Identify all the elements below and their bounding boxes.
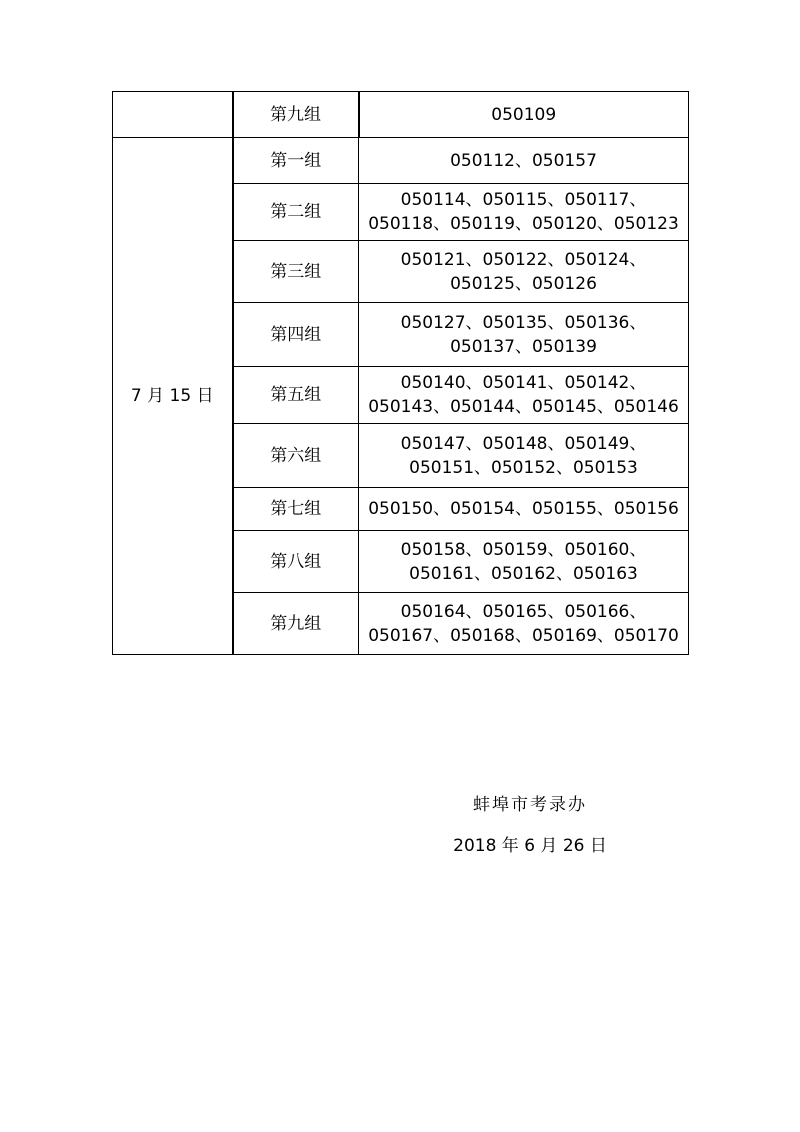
date-cell [113,92,233,138]
exam-code-cell: 050127、050135、050136、050137、050139 [359,303,689,367]
exam-schedule-table [112,91,689,655]
group-cell: 第三组 [233,241,359,303]
group-cell: 第九组 [233,92,359,138]
group-cell: 第七组 [233,488,359,531]
group-cell: 第一组 [233,138,359,184]
group-cell: 第五组 [233,367,359,424]
exam-code-cell: 050121、050122、050124、050125、050126 [359,241,689,303]
date-cell: 7 月 15 日 [113,138,233,655]
issuing-organization: 蚌埠市考录办 [473,795,587,815]
group-cell: 第八组 [233,531,359,593]
exam-code-cell: 050150、050154、050155、050156 [359,488,689,531]
exam-code-cell: 050158、050159、050160、050161、050162、050163 [359,531,689,593]
exam-code-cell: 050140、050141、050142、050143、050144、050145、050146 [359,367,689,424]
group-cell: 第四组 [233,303,359,367]
exam-code-cell: 050114、050115、050117、050118、050119、050120、050123 [359,184,689,241]
exam-code-cell: 050109 [359,92,689,138]
exam-code-cell: 050147、050148、050149、050151、050152、050153 [359,424,689,488]
issue-date: 2018 年 6 月 26 日 [453,836,607,856]
group-cell: 第六组 [233,424,359,488]
table-row [113,92,689,138]
table-row [113,138,689,184]
exam-code-cell: 050112、050157 [359,138,689,184]
group-cell: 第二组 [233,184,359,241]
group-cell: 第九组 [233,593,359,655]
exam-code-cell: 050164、050165、050166、050167、050168、050169、050170 [359,593,689,655]
